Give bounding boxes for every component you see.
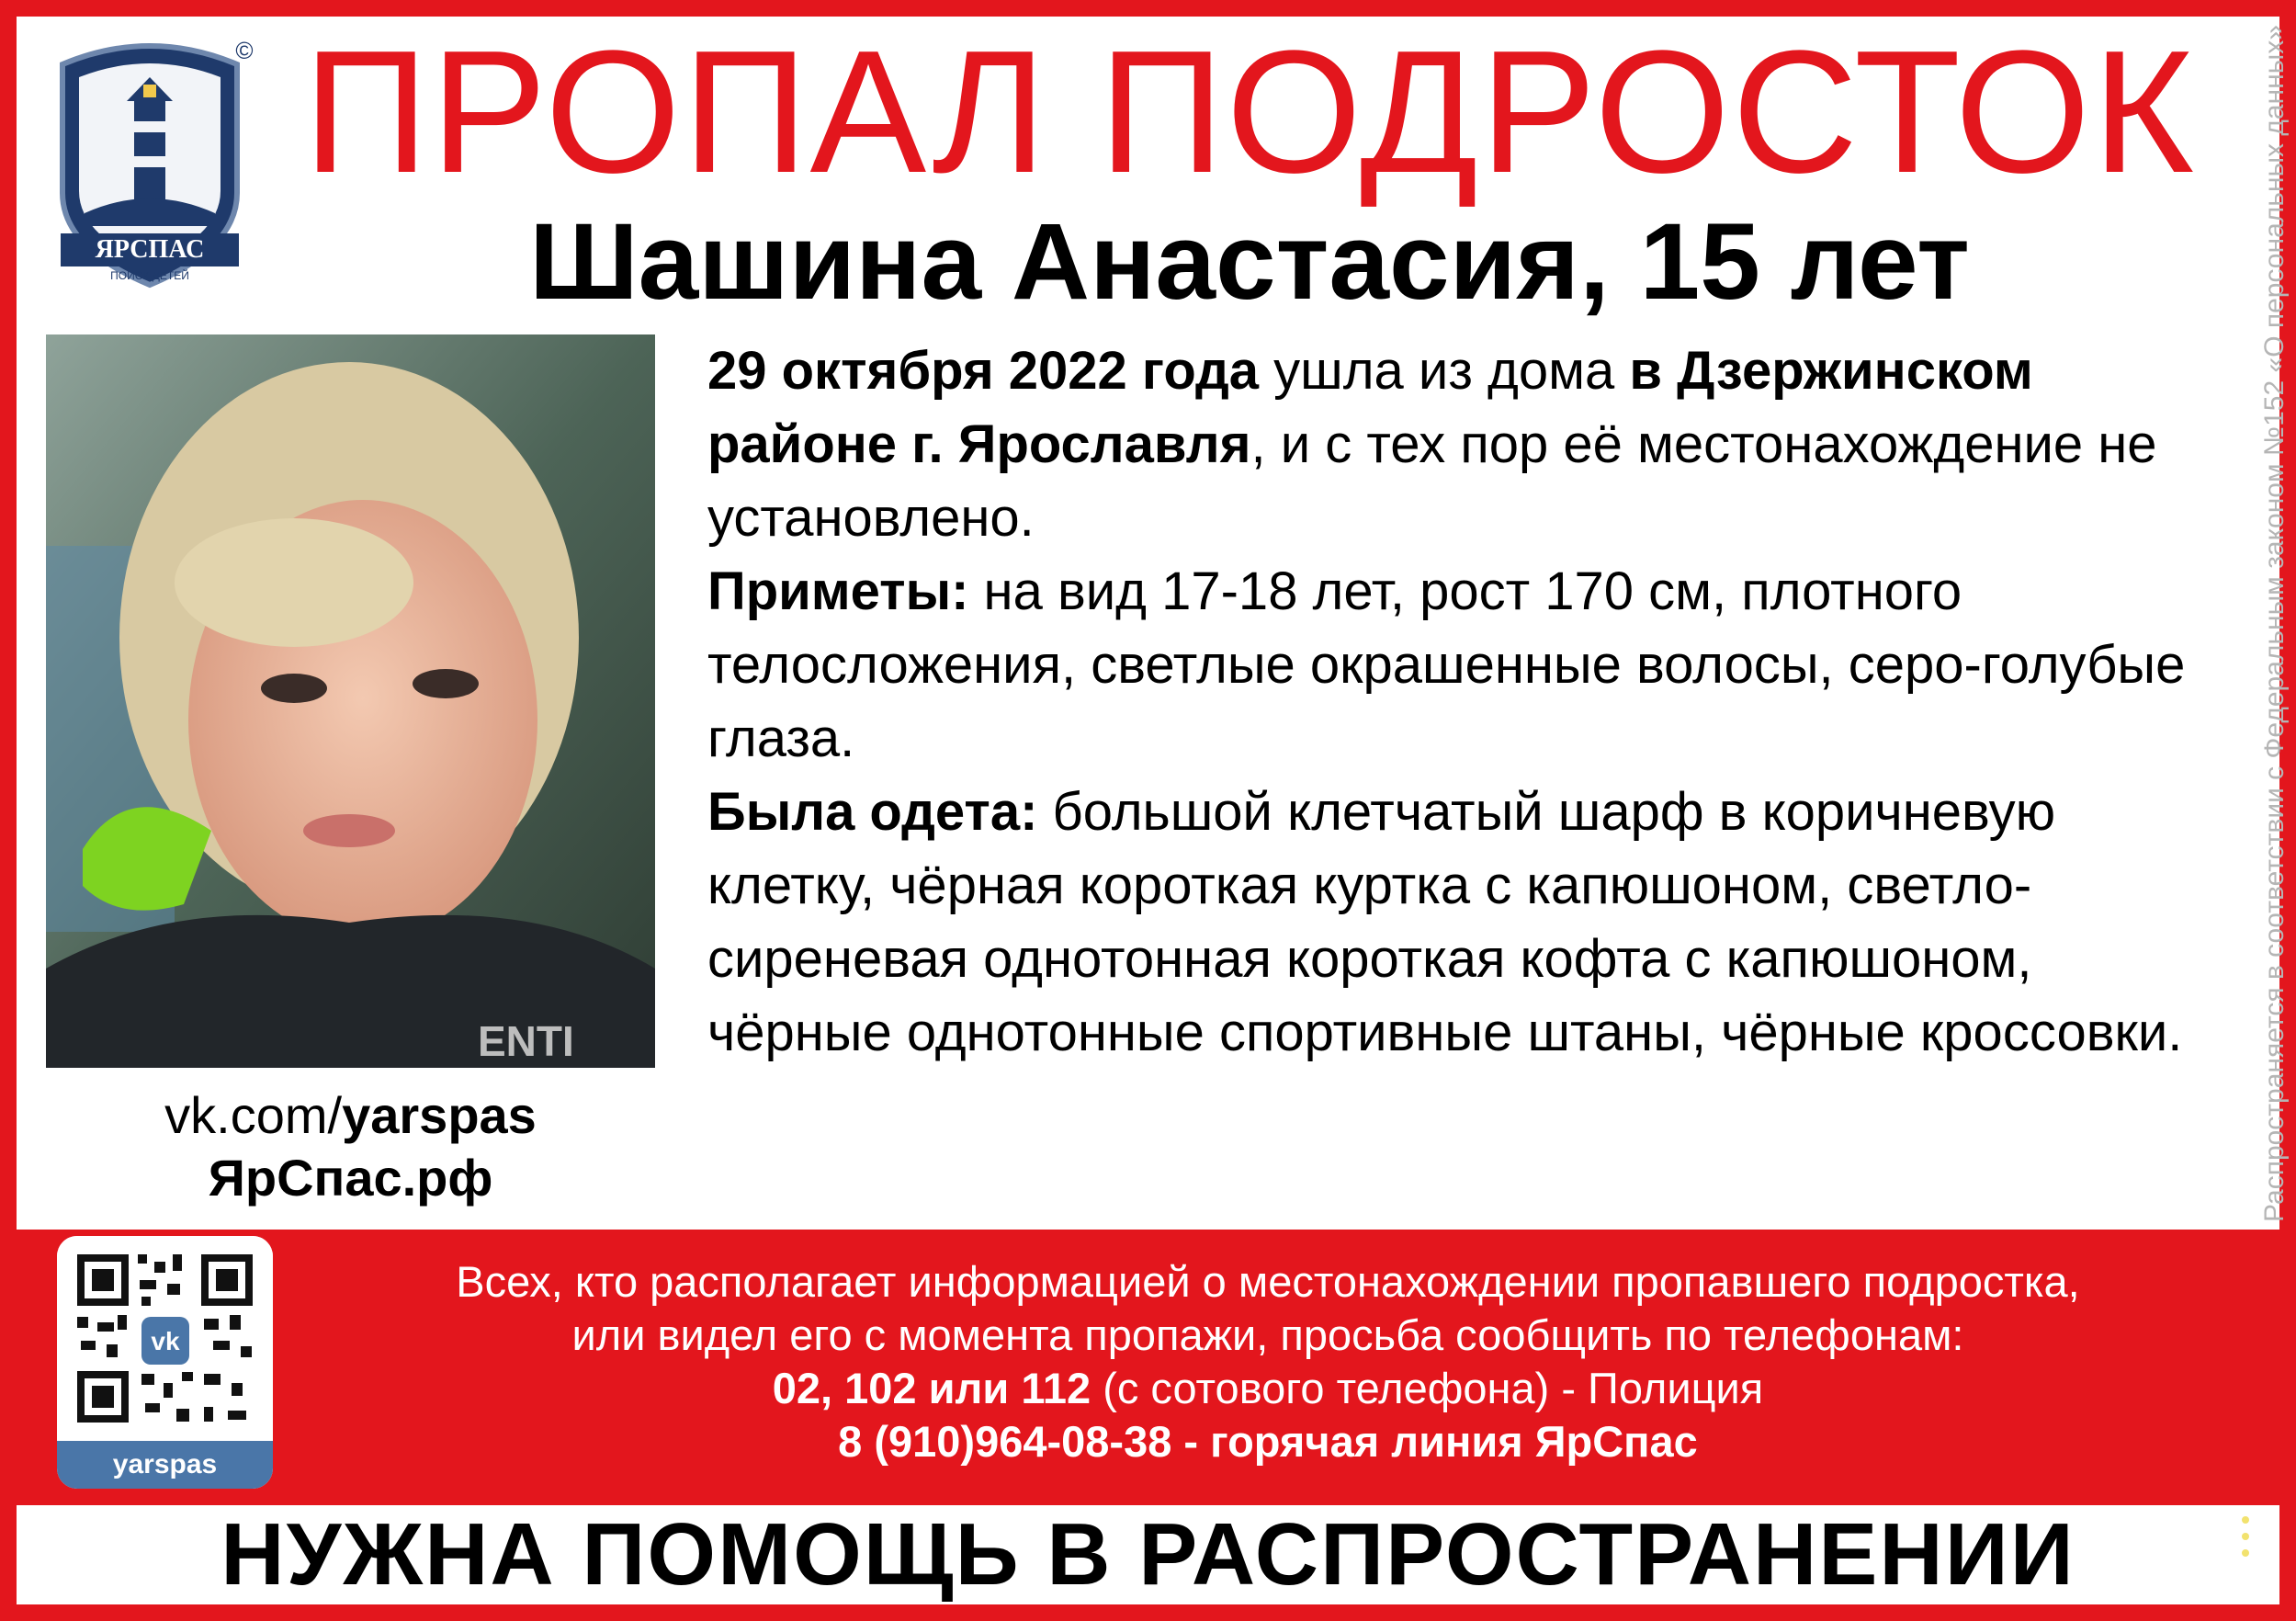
district-text: в Дзержинском районе г. Ярославля [707, 341, 2033, 474]
missing-person-name: Шашина Анастасия, 15 лет [529, 201, 1970, 323]
copyright-mark: © [235, 37, 254, 64]
police-numbers[interactable]: 02, 102 или 112 [772, 1364, 1091, 1412]
hotline-text[interactable]: 8 (910)964-08-38 - горячая линия ЯрСпас [838, 1417, 1698, 1466]
help-spread-banner: НУЖНА ПОМОЩЬ В РАСПРОСТРАНЕНИИ [17, 1505, 2279, 1604]
contact-line-1: Всех, кто располагает информацией о местонахождении пропавшего подростка, [456, 1257, 2080, 1306]
signs-paragraph [707, 555, 2214, 776]
qr-code[interactable] [57, 1236, 273, 1489]
site-link[interactable] [46, 1147, 655, 1209]
decorative-dots [2242, 1516, 2253, 1571]
description [707, 334, 2214, 1070]
hotline [303, 1415, 2233, 1468]
signs-text: на вид 17-18 лет, рост 170 см, плотного телосложения, светлые окрашенные волосы, серо-голубые глаза. [707, 561, 2186, 768]
contact-info [303, 1255, 2233, 1468]
personal-data-note: Распространяется в соответствии с Федеральным законом №152 «О персональных данных» [2259, 25, 2290, 1222]
since-text: , и с тех пор её местонахождение не установлено. [707, 414, 2157, 548]
signs-label: Приметы: [707, 561, 969, 621]
yarspas-logo [44, 37, 255, 294]
links-block [46, 1084, 655, 1209]
left-home-text: ушла из дома [1259, 341, 1630, 401]
missing-date: 29 октября 2022 года [707, 341, 1260, 401]
clothes-paragraph [707, 776, 2214, 1070]
contact-line-2: или видел его с момента пропажи, просьба сообщить по телефонам: [571, 1310, 1964, 1359]
police-rest: (с сотового телефона) - Полиция [1091, 1364, 1764, 1412]
qr-label: yarspas [57, 1441, 273, 1489]
logo-text: ЯРСПАС [95, 235, 205, 264]
circumstances-paragraph [707, 334, 2214, 555]
svg-text:vk: vk [151, 1327, 180, 1355]
police-line [303, 1362, 2233, 1415]
logo-subtext: ПОИСК ДЕТЕЙ [110, 269, 189, 282]
site-link-text: ЯрСпас.рф [208, 1149, 493, 1207]
missing-person-photo [46, 334, 655, 1068]
qr-pattern-icon [57, 1236, 273, 1441]
vk-link-prefix: vk.com/ [164, 1086, 343, 1144]
svg-text:ENTI: ENTI [478, 1017, 574, 1065]
vk-link[interactable] [46, 1084, 655, 1147]
clothes-label: Была одета: [707, 782, 1038, 842]
poster-title: ПРОПАЛ ПОДРОСТОК [303, 15, 2196, 210]
clothes-text: большой клетчатый шарф в коричневую клетку, чёрная короткая куртка с капюшоном, светло-сиреневая однотонная короткая кофта с капюшоном, чёрные однотонные спортивные штаны, чёрные кроссовки. [707, 782, 2183, 1062]
vk-link-handle: yarspas [342, 1086, 537, 1144]
